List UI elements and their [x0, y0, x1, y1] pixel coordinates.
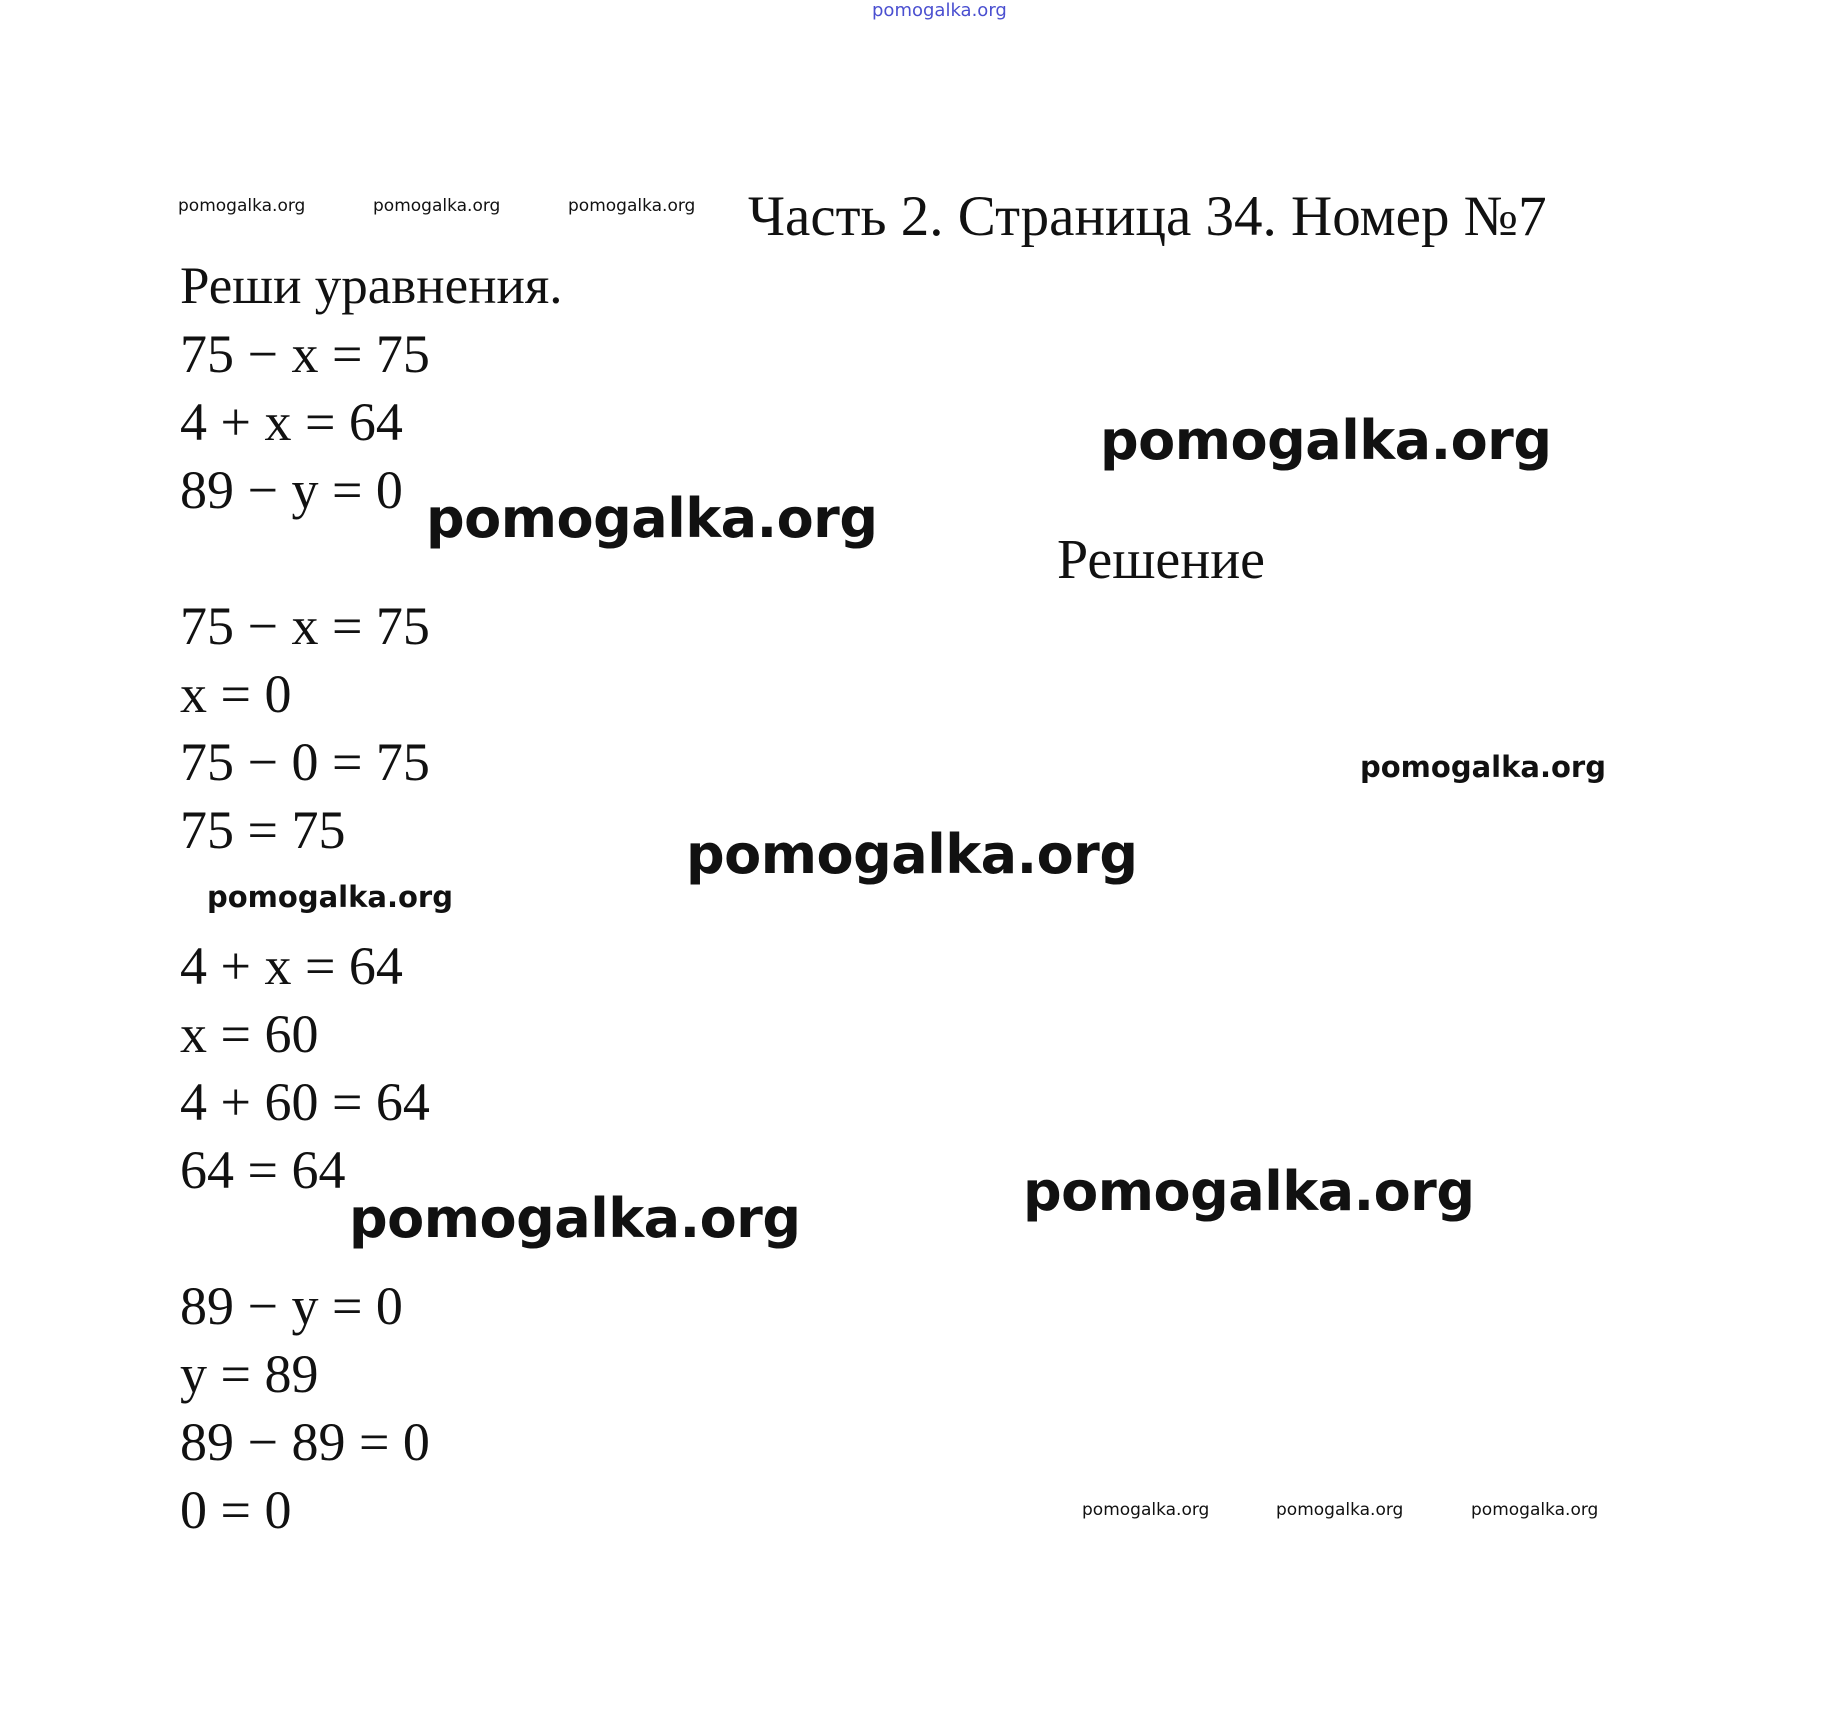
solution-line: 89 − 89 = 0	[180, 1412, 430, 1472]
solution-line: y = 89	[180, 1344, 319, 1404]
big-watermark: pomogalka.org	[426, 487, 878, 550]
page-title: Часть 2. Страница 34. Номер №7	[748, 185, 1547, 248]
solution-line: 64 = 64	[180, 1140, 346, 1200]
solution-line: 75 = 75	[180, 800, 346, 860]
big-watermark: pomogalka.org	[1100, 409, 1552, 472]
solution-heading: Решение	[1057, 529, 1266, 591]
solution-line: x = 0	[180, 664, 292, 724]
task-equation: 89 − y = 0	[180, 460, 403, 520]
solution-line: 4 + 60 = 64	[180, 1072, 430, 1132]
big-watermark: pomogalka.org	[686, 823, 1138, 886]
small-watermark: pomogalka.org	[373, 196, 501, 216]
task-prompt: Реши уравнения.	[180, 257, 563, 315]
task-equation: 4 + x = 64	[180, 392, 403, 452]
header-watermark: pomogalka.org	[872, 0, 1007, 21]
big-watermark: pomogalka.org	[1023, 1160, 1475, 1223]
solution-line: 75 − x = 75	[180, 596, 430, 656]
small-watermark: pomogalka.org	[1082, 1500, 1210, 1520]
big-watermark: pomogalka.org	[349, 1187, 801, 1250]
task-equation: 75 − x = 75	[180, 324, 430, 384]
small-watermark: pomogalka.org	[1471, 1500, 1599, 1520]
solution-line: 89 − y = 0	[180, 1276, 403, 1336]
solution-line: 0 = 0	[180, 1480, 292, 1540]
solution-line: 4 + x = 64	[180, 936, 403, 996]
small-watermark: pomogalka.org	[1276, 1500, 1404, 1520]
mid-watermark: pomogalka.org	[1360, 750, 1606, 784]
small-watermark: pomogalka.org	[568, 196, 696, 216]
small-watermark: pomogalka.org	[178, 196, 306, 216]
solution-line: 75 − 0 = 75	[180, 732, 430, 792]
solution-line: x = 60	[180, 1004, 319, 1064]
mid-watermark: pomogalka.org	[207, 880, 453, 914]
